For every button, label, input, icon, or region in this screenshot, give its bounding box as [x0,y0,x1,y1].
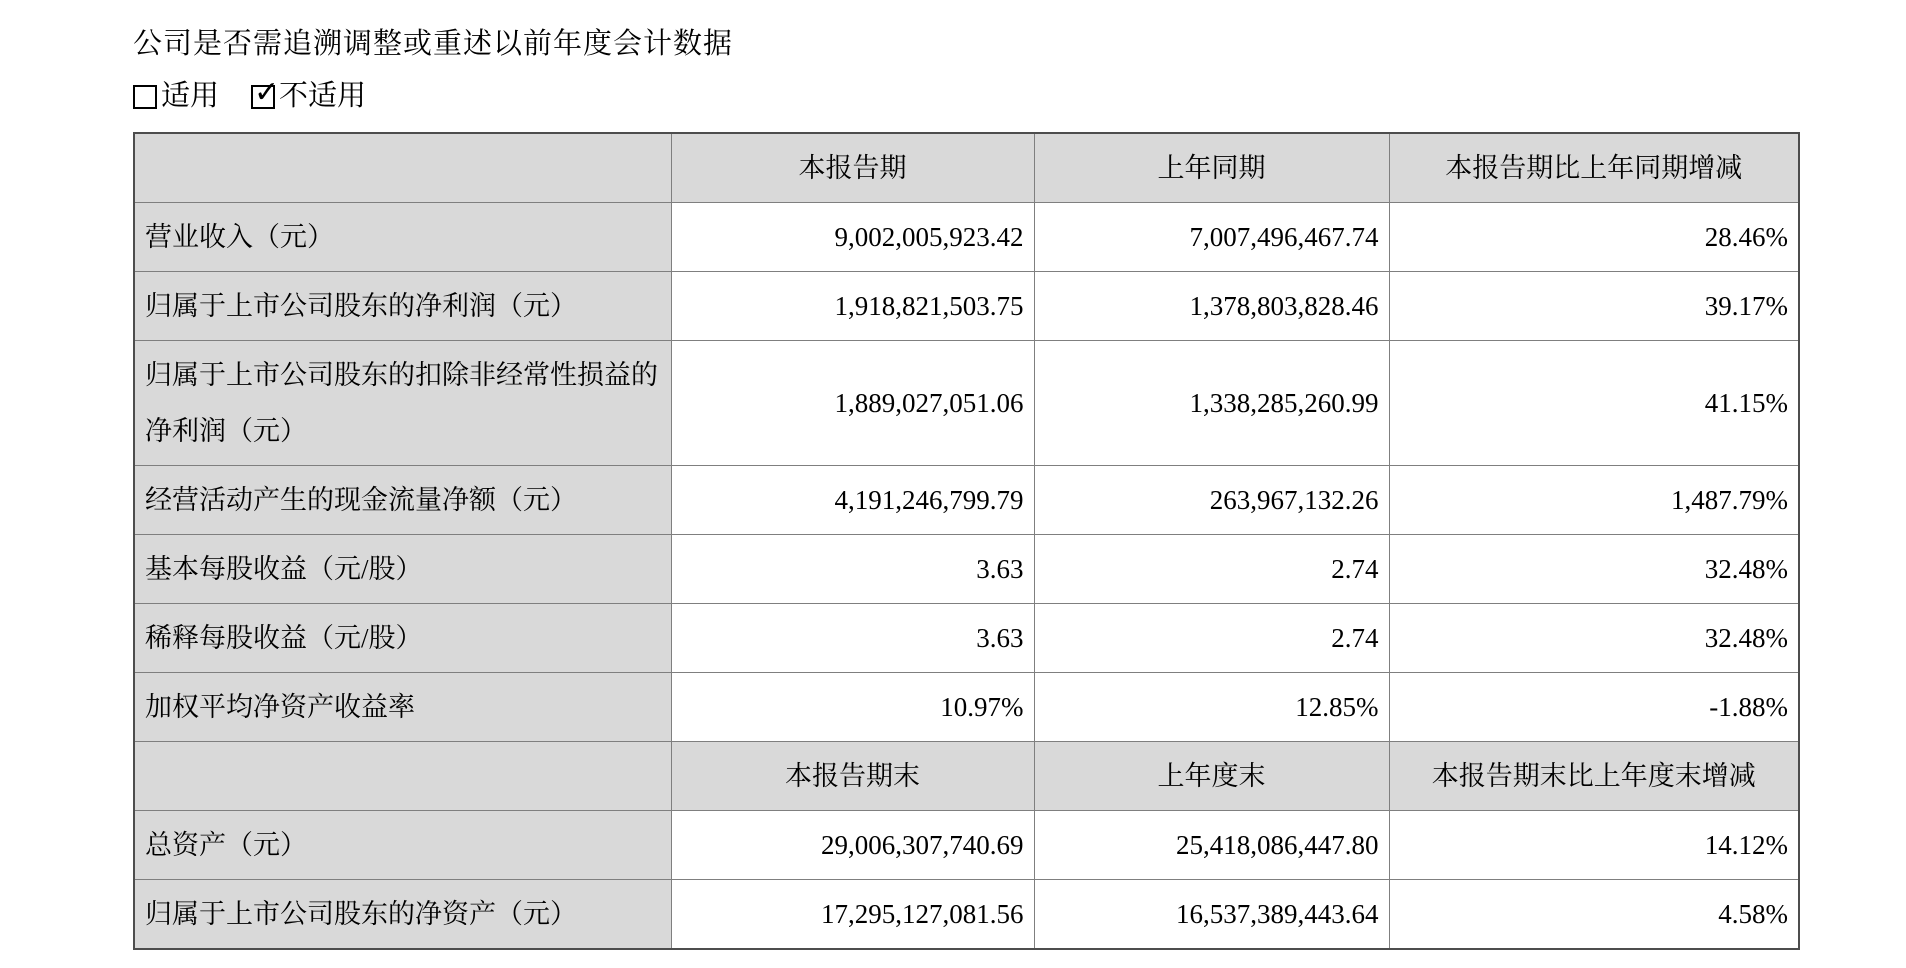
header-cell: 上年同期 [1034,133,1389,203]
row-value-cell: 2.74 [1034,535,1389,604]
row-value-cell: 2.74 [1034,604,1389,673]
row-value-cell: 10.97% [671,673,1034,742]
table-header-row [134,742,1799,811]
option-applicable [133,76,219,116]
table-row [134,341,1799,466]
row-value-cell: 28.46% [1389,203,1799,272]
row-label-cell: 归属于上市公司股东的净资产（元） [134,880,671,950]
table-row [134,811,1799,880]
checked-checkbox-icon [251,75,280,110]
row-label-cell: 经营活动产生的现金流量净额（元） [134,466,671,535]
row-label-cell: 总资产（元） [134,811,671,880]
row-value-cell: 3.63 [671,604,1034,673]
header-cell: 本报告期末比上年度末增减 [1389,742,1799,811]
table-row [134,880,1799,950]
table-header-row [134,133,1799,203]
row-value-cell: 39.17% [1389,272,1799,341]
row-value-cell: 7,007,496,467.74 [1034,203,1389,272]
row-value-cell: 3.63 [671,535,1034,604]
applicability-line [133,76,1801,116]
row-value-cell: 9,002,005,923.42 [671,203,1034,272]
row-value-cell: 14.12% [1389,811,1799,880]
row-value-cell: 32.48% [1389,535,1799,604]
row-value-cell: 29,006,307,740.69 [671,811,1034,880]
row-value-cell: 1,338,285,260.99 [1034,341,1389,466]
table-row [134,604,1799,673]
header-cell: 本报告期比上年同期增减 [1389,133,1799,203]
row-label-cell: 营业收入（元） [134,203,671,272]
financial-summary-table-body [134,133,1799,949]
row-value-cell: 1,918,821,503.75 [671,272,1034,341]
row-value-cell: 4,191,246,799.79 [671,466,1034,535]
row-value-cell: 16,537,389,443.64 [1034,880,1389,950]
header-cell: 本报告期末 [671,742,1034,811]
row-value-cell: 32.48% [1389,604,1799,673]
header-cell: 上年度末 [1034,742,1389,811]
table-row [134,203,1799,272]
row-label-cell: 稀释每股收益（元/股） [134,604,671,673]
row-value-cell: 4.58% [1389,880,1799,950]
table-row [134,466,1799,535]
option-applicable-label: 适用 [161,80,220,112]
table-row [134,535,1799,604]
row-value-cell: 12.85% [1034,673,1389,742]
option-not-applicable-label: 不适用 [279,80,367,112]
table-row [134,272,1799,341]
row-label-cell: 归属于上市公司股东的扣除非经常性损益的净利润（元） [134,341,671,466]
row-label-cell: 归属于上市公司股东的净利润（元） [134,272,671,341]
row-label-cell: 基本每股收益（元/股） [134,535,671,604]
row-value-cell: 17,295,127,081.56 [671,880,1034,950]
row-value-cell: 25,418,086,447.80 [1034,811,1389,880]
row-value-cell: 41.15% [1389,341,1799,466]
financial-summary-table [133,132,1800,950]
row-value-cell: 1,487.79% [1389,466,1799,535]
header-empty-cell [134,133,671,203]
row-value-cell: 1,889,027,051.06 [671,341,1034,466]
row-value-cell: -1.88% [1389,673,1799,742]
row-value-cell: 263,967,132.26 [1034,466,1389,535]
option-not-applicable [251,76,366,116]
unchecked-checkbox-icon [133,85,157,109]
document-content [133,24,1801,950]
section-title: 公司是否需追溯调整或重述以前年度会计数据 [133,28,734,60]
table-row [134,673,1799,742]
row-value-cell: 1,378,803,828.46 [1034,272,1389,341]
row-label-cell: 加权平均净资产收益率 [134,673,671,742]
check-mark-icon: ✓ [254,75,280,110]
header-cell: 本报告期 [671,133,1034,203]
header-empty-cell [134,742,671,811]
